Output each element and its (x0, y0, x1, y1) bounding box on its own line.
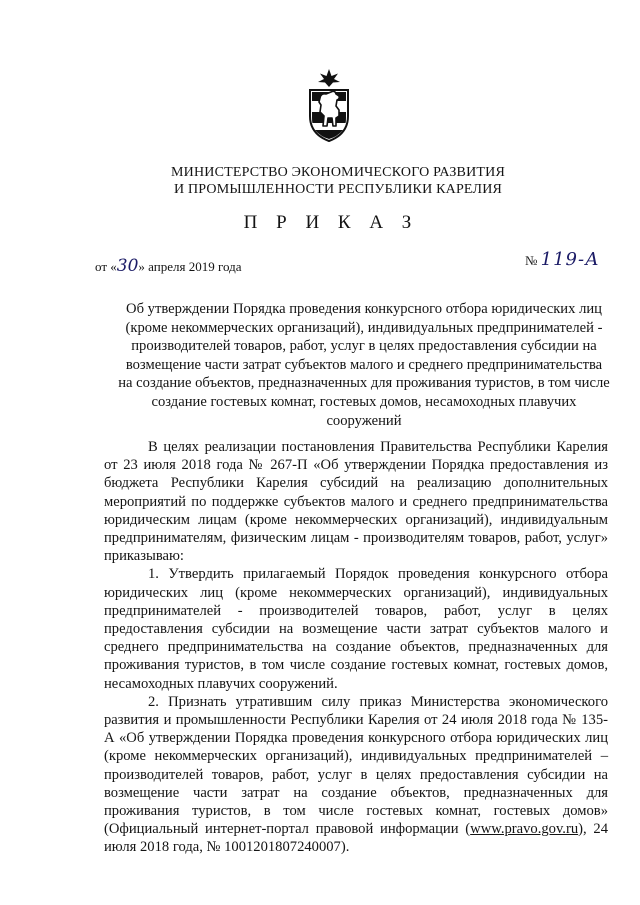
item-2-text-end: ), 24 июля 2018 года, № 1001201807240007). (104, 821, 608, 856)
pravo-gov-link[interactable]: www.pravo.gov.ru (470, 821, 579, 838)
handwritten-number: 119-А (540, 249, 600, 270)
body-paragraph-item-1: 1. Утвердить прилагаемый Порядок проведения конкурсного отбора юридических лиц (кроме некоммерческих организаций), индивидуальных предпринимателей - производителей товаров, работ, услуг в целях предоставления субсидии на возмещение части затрат субъектов малого и среднего предпринимательства на создание объектов, предназначенных для проживания туристов, в том числе создание гостевых комнат, гостевых домов, несамоходных плавучих сооружений. (104, 566, 608, 692)
handwritten-day: 30 (116, 256, 139, 276)
order-number (525, 249, 600, 270)
body-paragraph-preamble: В целях реализации постановления Правительства Республики Карелия от 23 июля 2018 года № 267-П «Об утверждении Порядка предоставления из бюджета Республики Карелия субсидий на реализацию дополнительных мероприятий по поддержке субъектов малого и среднего предпринимательства юридическим лицам (кроме некоммерческих организаций), индивидуальным предпринимателям, физическим лицам - производителям товаров, работ, услуг» приказываю: (104, 439, 608, 565)
order-subject: Об утверждении Порядка проведения конкурсного отбора юридических лиц (кроме некоммерческих организаций), индивидуальных предпринимателей - производителей товаров, работ, услуг в целях предоставления субсидии на возмещение части затрат субъектов малого и среднего предпринимательства на создание объектов, предназначенных для проживания туристов, в том числе создание гостевых комнат, гостевых домов, несамоходных плавучих сооружений (118, 301, 610, 429)
body-paragraph-item-2 (104, 693, 608, 857)
ministry-name (0, 164, 640, 198)
order-body (104, 438, 608, 857)
ministry-line-1: МИНИСТЕРСТВО ЭКОНОМИЧЕСКОГО РАЗВИТИЯ (171, 165, 505, 180)
ministry-line-2: И ПРОМЫШЛЕННОСТИ РЕСПУБЛИКИ КАРЕЛИЯ (173, 182, 503, 197)
date-prefix: от « (95, 259, 117, 274)
karelia-coat-of-arms-icon (306, 68, 352, 142)
document-type-title: П Р И К А З (243, 212, 419, 233)
date-suffix: » апреля 2019 года (138, 259, 242, 274)
number-label: № (525, 253, 538, 268)
order-date (95, 256, 241, 276)
item-2-text: 2. Признать утратившим силу приказ Министерства экономического развития и промышленности Республики Карелия от 24 июля 2018 года № 135-А «Об утверждении Порядка проведения конкурсного отбора юридических лиц (кроме некоммерческих организаций), индивидуальных предпринимателей – производителей товаров, работ, услуг в целях предоставления субсидии на возмещение части затрат на создание объектов, предназначенных для проживания туристов, в том числе гостевых комнат, гостевых домов» (Официальный интернет-портал правовой информации ( (104, 693, 608, 838)
